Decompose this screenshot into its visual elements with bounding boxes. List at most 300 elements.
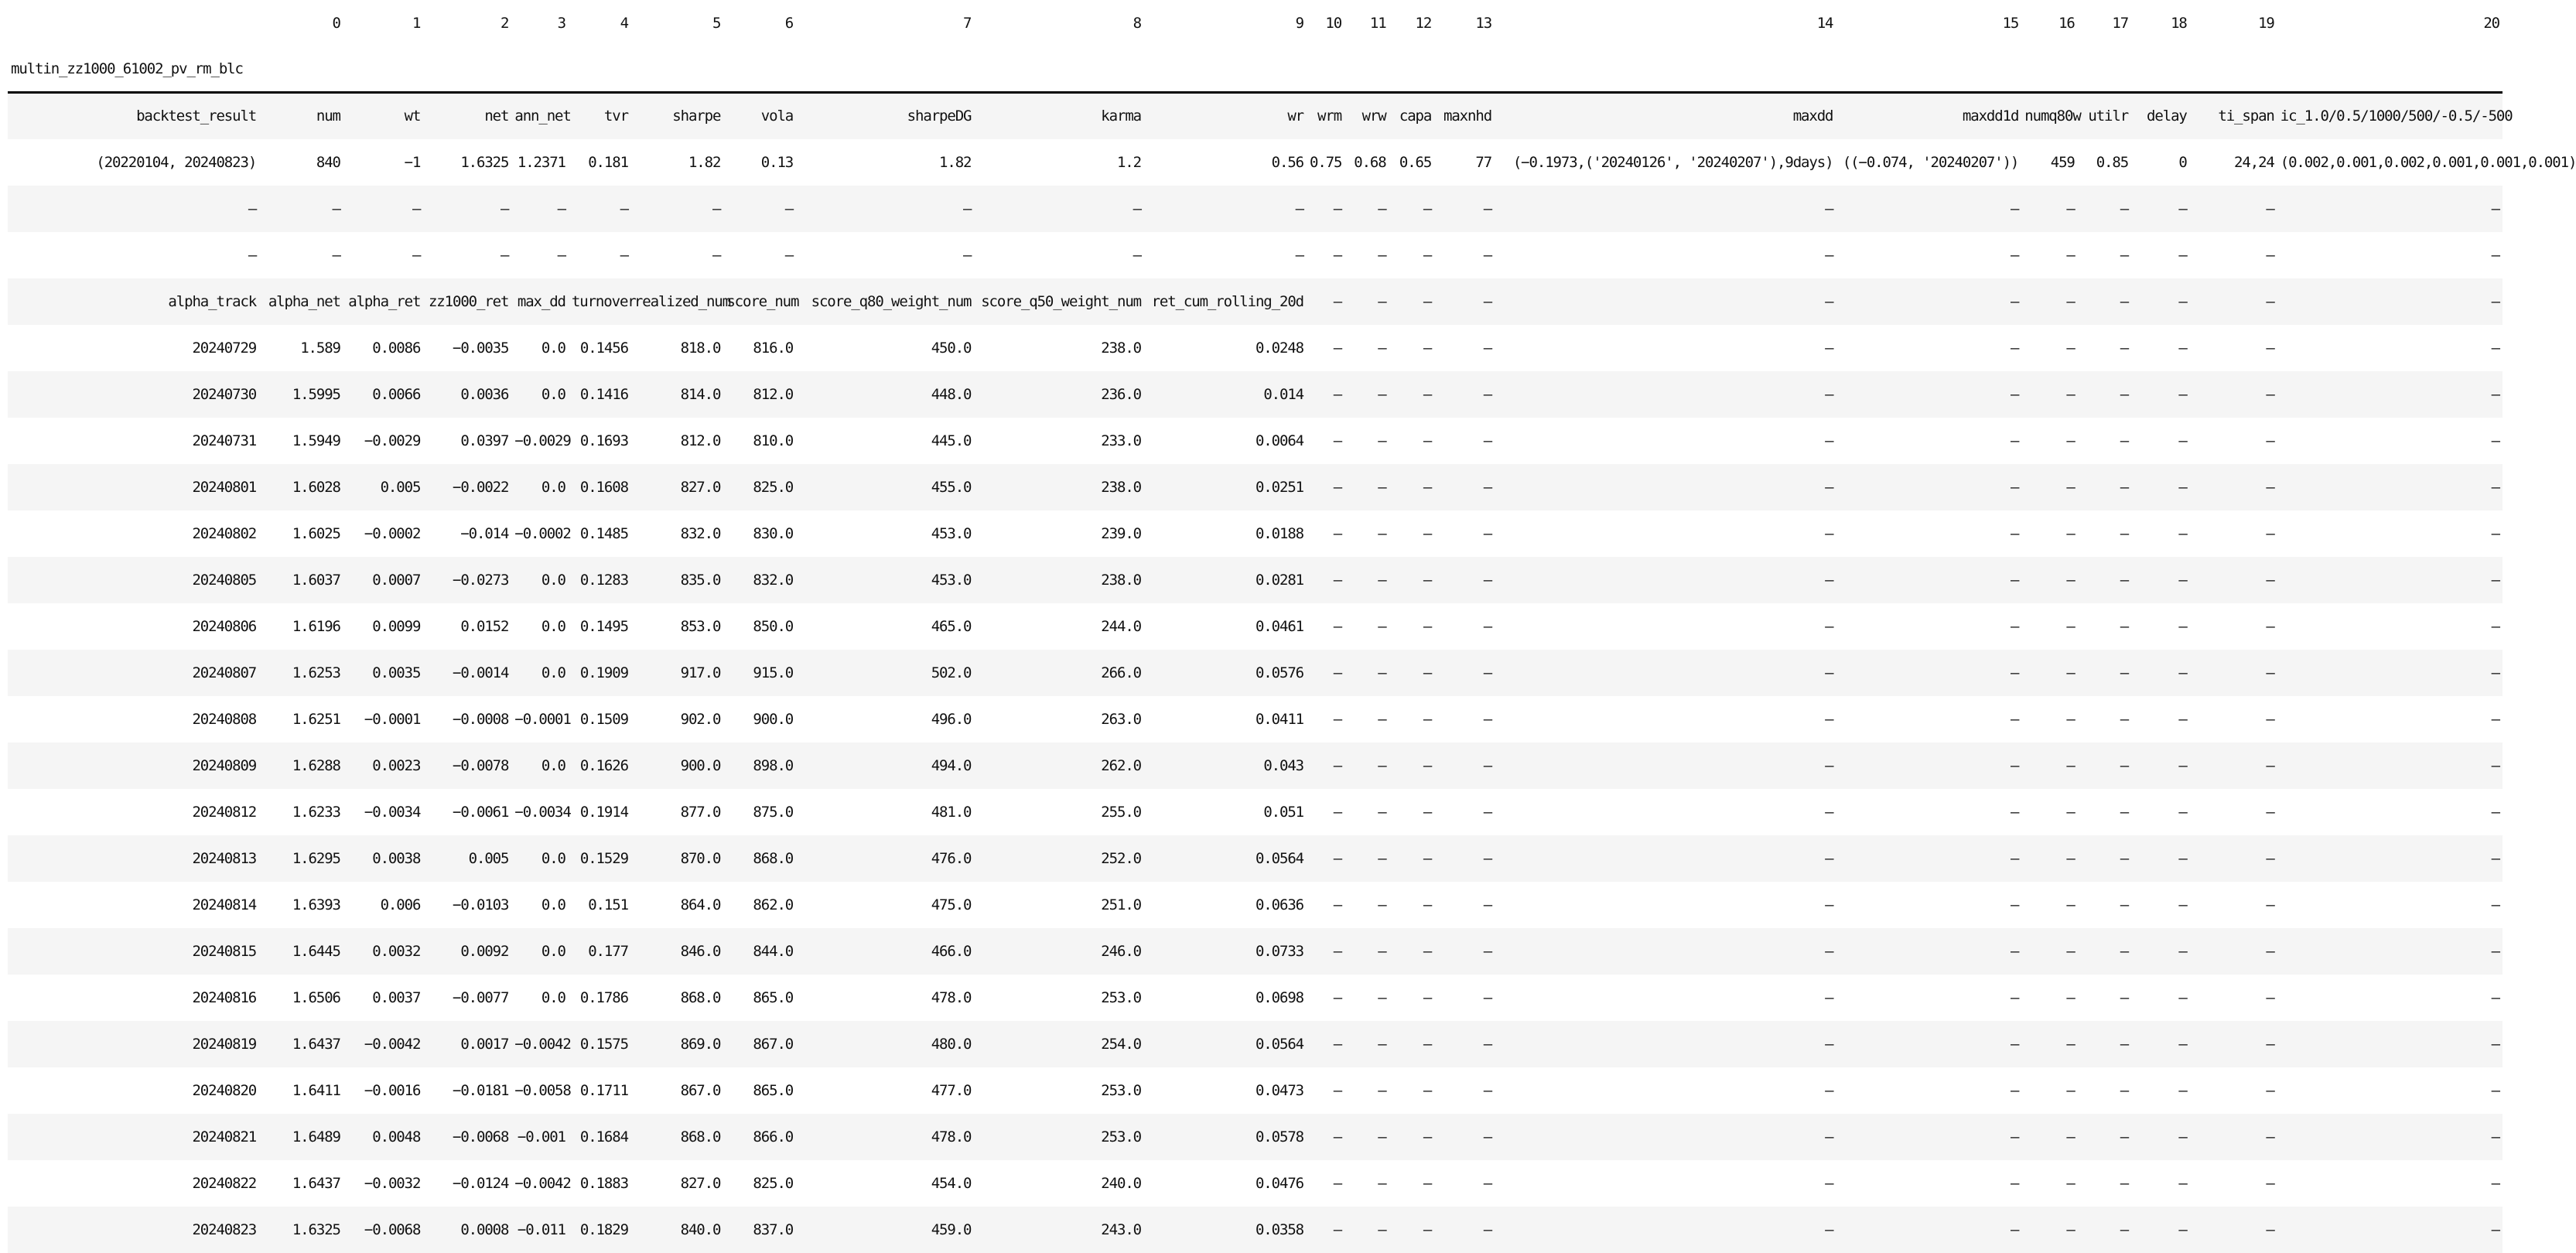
table-cell: — <box>1423 385 1432 403</box>
table-cell: — <box>1333 849 1342 867</box>
table-row <box>8 603 2503 650</box>
table-cell: — <box>1483 524 1492 542</box>
table-row <box>8 882 2503 928</box>
table-cell: — <box>1423 942 1432 960</box>
table-cell: — <box>1825 710 1833 728</box>
table-cell: — <box>1483 896 1492 913</box>
row-index-label: 20240822 <box>192 1174 257 1192</box>
table-cell: 1.5949 <box>292 432 340 449</box>
table-cell: — <box>1483 571 1492 589</box>
table-cell: maxdd <box>1792 108 1833 125</box>
table-cell: −0.0078 <box>452 756 509 774</box>
column-header: 17 <box>2112 15 2129 32</box>
row-index-label: — <box>248 246 257 264</box>
table-cell: — <box>557 200 565 217</box>
table-cell: — <box>1333 571 1342 589</box>
table-cell: ret_cum_rolling_20d <box>1151 292 1304 310</box>
table-cell: 840.0 <box>680 1221 721 1238</box>
table-cell: 812.0 <box>680 432 721 449</box>
table-cell: — <box>2178 896 2187 913</box>
table-cell: −0.014 <box>460 524 509 542</box>
table-cell: — <box>1423 988 1432 1006</box>
table-cell: 1.6233 <box>292 803 340 821</box>
table-row <box>8 1207 2503 1253</box>
table-cell: — <box>1333 710 1342 728</box>
table-cell: 810.0 <box>753 432 794 449</box>
table-cell: wt <box>404 108 421 125</box>
table-cell: — <box>2120 524 2129 542</box>
table-cell: — <box>2178 524 2187 542</box>
table-row <box>8 510 2503 557</box>
table-cell: −0.0035 <box>452 339 509 357</box>
table-cell: — <box>2066 803 2075 821</box>
table-row <box>8 139 2503 186</box>
table-cell: — <box>1333 942 1342 960</box>
table-cell: 0.1456 <box>579 339 628 357</box>
table-cell: — <box>1333 524 1342 542</box>
table-cell: — <box>1423 1174 1432 1192</box>
table-cell: −0.0016 <box>364 1081 421 1099</box>
table-cell: 1.2371 <box>517 153 565 171</box>
table-cell: 900.0 <box>753 710 794 728</box>
table-cell: 263.0 <box>1101 710 1141 728</box>
table-cell: — <box>2178 988 2187 1006</box>
table-cell: — <box>1825 1081 1833 1099</box>
row-index-label: 20240823 <box>192 1221 257 1238</box>
table-cell: 0.1575 <box>579 1035 628 1053</box>
table-cell: — <box>2120 292 2129 310</box>
table-cell: — <box>2066 1128 2075 1145</box>
table-cell: — <box>1825 1221 1833 1238</box>
table-cell: — <box>1825 849 1833 867</box>
table-cell: 233.0 <box>1101 432 1141 449</box>
table-cell: — <box>1423 896 1432 913</box>
table-cell: — <box>2066 200 2075 217</box>
table-cell: — <box>1378 432 1386 449</box>
table-cell: — <box>2120 385 2129 403</box>
table-cell: — <box>1825 1035 1833 1053</box>
table-cell: — <box>2491 200 2499 217</box>
table-cell: — <box>2178 432 2187 449</box>
table-cell: 868.0 <box>753 849 794 867</box>
table-cell: 0.0576 <box>1255 664 1304 681</box>
table-cell: — <box>2178 1035 2187 1053</box>
table-cell: 0 <box>2178 153 2187 171</box>
table-cell: 0.0 <box>541 988 565 1006</box>
table-cell: — <box>2120 1035 2129 1053</box>
table-cell: 0.0473 <box>1255 1081 1304 1099</box>
table-cell: — <box>2010 1128 2019 1145</box>
table-cell: 266.0 <box>1101 664 1141 681</box>
table-cell: — <box>1423 432 1432 449</box>
table-cell: −0.0042 <box>514 1035 571 1053</box>
table-cell: — <box>2178 664 2187 681</box>
column-header: 18 <box>2171 15 2187 32</box>
table-row <box>8 93 2503 139</box>
row-index-label: 20240812 <box>192 803 257 821</box>
table-cell: 0.0023 <box>372 756 421 774</box>
column-header: 3 <box>557 15 565 32</box>
table-cell: 0.85 <box>2096 153 2129 171</box>
table-cell: 1.6393 <box>292 896 340 913</box>
table-cell: — <box>2066 756 2075 774</box>
table-cell: — <box>2178 1221 2187 1238</box>
table-cell: 0.0 <box>541 385 565 403</box>
table-cell: 0.75 <box>1310 153 1342 171</box>
row-index-label: 20240815 <box>192 942 257 960</box>
table-cell: 0.043 <box>1263 756 1304 774</box>
table-cell: — <box>2066 385 2075 403</box>
table-cell: 254.0 <box>1101 1035 1141 1053</box>
table-cell: 496.0 <box>931 710 972 728</box>
table-cell: — <box>1483 617 1492 635</box>
table-cell: — <box>1825 200 1833 217</box>
table-cell: — <box>620 246 628 264</box>
column-number-row <box>8 0 2503 46</box>
table-cell: — <box>1333 246 1342 264</box>
table-row <box>8 418 2503 464</box>
table-cell: 453.0 <box>931 571 972 589</box>
column-header: 16 <box>2058 15 2075 32</box>
table-cell: wr <box>1287 108 1304 125</box>
table-cell: 0.0 <box>541 664 565 681</box>
column-header: 5 <box>712 15 721 32</box>
table-cell: 238.0 <box>1101 339 1141 357</box>
table-cell: 0.1529 <box>579 849 628 867</box>
table-cell: 1.6437 <box>292 1035 340 1053</box>
table-cell: — <box>2178 1128 2187 1145</box>
table-cell: num <box>316 108 340 125</box>
table-cell: 0.0048 <box>372 1128 421 1145</box>
table-cell: — <box>1378 292 1386 310</box>
table-cell: — <box>501 246 509 264</box>
table-cell: — <box>2266 1128 2274 1145</box>
table-cell: — <box>1378 1081 1386 1099</box>
table-cell: 875.0 <box>753 803 794 821</box>
table-cell: — <box>1378 803 1386 821</box>
table-cell: — <box>2066 664 2075 681</box>
table-cell: 239.0 <box>1101 524 1141 542</box>
table-cell: 0.177 <box>588 942 628 960</box>
table-cell: — <box>1333 1221 1342 1238</box>
table-cell: — <box>784 200 794 217</box>
table-cell: — <box>1423 478 1432 496</box>
table-row <box>8 1160 2503 1207</box>
table-cell: 0.0092 <box>460 942 509 960</box>
table-cell: 448.0 <box>931 385 972 403</box>
table-cell: 1.6025 <box>292 524 340 542</box>
table-row <box>8 650 2503 696</box>
table-cell: −0.0077 <box>452 988 509 1006</box>
table-cell: 1.6325 <box>292 1221 340 1238</box>
table-cell: −0.0124 <box>452 1174 509 1192</box>
table-cell: 1.6506 <box>292 988 340 1006</box>
table-cell: — <box>1483 988 1492 1006</box>
table-cell: 77 <box>1475 153 1492 171</box>
table-cell: — <box>2066 478 2075 496</box>
table-cell: — <box>2491 988 2499 1006</box>
table-cell: — <box>1423 803 1432 821</box>
table-cell: 262.0 <box>1101 756 1141 774</box>
column-header: 10 <box>1325 15 1342 32</box>
table-cell: — <box>2491 339 2499 357</box>
table-cell: — <box>2066 710 2075 728</box>
table-cell: — <box>1378 849 1386 867</box>
table-cell: — <box>1378 524 1386 542</box>
table-cell: — <box>1378 1221 1386 1238</box>
table-cell: −0.0042 <box>364 1035 421 1053</box>
table-cell: — <box>1333 478 1342 496</box>
column-header: 11 <box>1369 15 1386 32</box>
table-cell: — <box>1825 571 1833 589</box>
column-header: 12 <box>1415 15 1432 32</box>
table-cell: — <box>1825 292 1833 310</box>
table-cell: — <box>2266 1174 2274 1192</box>
table-cell: — <box>1483 1221 1492 1238</box>
table-cell: 1.6437 <box>292 1174 340 1192</box>
table-cell: — <box>1378 1128 1386 1145</box>
table-cell: — <box>2266 432 2274 449</box>
table-cell: — <box>1483 849 1492 867</box>
table-cell: — <box>2491 1081 2499 1099</box>
table-cell: — <box>2066 432 2075 449</box>
table-cell: — <box>2266 478 2274 496</box>
table-cell: — <box>2178 339 2187 357</box>
table-cell: 0.181 <box>588 153 628 171</box>
table-cell: — <box>2266 571 2274 589</box>
column-header: 9 <box>1295 15 1304 32</box>
table-cell: — <box>2120 896 2129 913</box>
table-cell: — <box>2491 246 2499 264</box>
table-cell: — <box>2491 710 2499 728</box>
table-cell: 0.0008 <box>460 1221 509 1238</box>
table-cell: 0.1829 <box>579 1221 628 1238</box>
table-row <box>8 975 2503 1021</box>
table-cell: −0.0032 <box>364 1174 421 1192</box>
table-cell: — <box>2178 756 2187 774</box>
table-cell: — <box>2066 1221 2075 1238</box>
table-cell: — <box>1423 1221 1432 1238</box>
table-cell: — <box>2120 849 2129 867</box>
table-cell: — <box>2491 664 2499 681</box>
table-cell: — <box>1333 200 1342 217</box>
table-cell: capa <box>1399 108 1432 125</box>
table-cell: — <box>1825 942 1833 960</box>
table-cell: 0.0066 <box>372 385 421 403</box>
table-cell: 238.0 <box>1101 571 1141 589</box>
table-cell: — <box>1825 988 1833 1006</box>
table-cell: 0.0248 <box>1255 339 1304 357</box>
header-corner <box>8 0 259 46</box>
row-index-label: 20240730 <box>192 385 257 403</box>
table-cell: utilr <box>2088 108 2129 125</box>
table-cell: — <box>1483 1128 1492 1145</box>
index-name-row <box>8 46 2503 93</box>
column-header: 20 <box>2483 15 2499 32</box>
table-cell: — <box>2120 803 2129 821</box>
column-header: 14 <box>1816 15 1833 32</box>
table-cell: score_q80_weight_num <box>811 292 972 310</box>
row-index-label: 20240729 <box>192 339 257 357</box>
row-index-label: 20240801 <box>192 478 257 496</box>
table-cell: — <box>1378 339 1386 357</box>
table-cell: 915.0 <box>753 664 794 681</box>
table-cell: 0.1626 <box>579 756 628 774</box>
table-cell: 1.2 <box>1116 153 1141 171</box>
row-index-label: 20240820 <box>192 1081 257 1099</box>
table-cell: — <box>1333 339 1342 357</box>
table-cell: ann_net <box>514 108 571 125</box>
table-cell: zz1000_ret <box>428 292 509 310</box>
table-cell: 0.13 <box>760 153 794 171</box>
table-cell: — <box>2120 1081 2129 1099</box>
table-cell: — <box>2010 385 2019 403</box>
table-cell: 827.0 <box>680 1174 721 1192</box>
table-cell: — <box>2010 200 2019 217</box>
table-row <box>8 325 2503 371</box>
table-cell: — <box>1378 200 1386 217</box>
table-header <box>8 0 2503 93</box>
table-cell: 850.0 <box>753 617 794 635</box>
table-cell: 0.1485 <box>579 524 628 542</box>
table-cell: maxnhd <box>1443 108 1492 125</box>
table-cell: — <box>2010 524 2019 542</box>
table-cell: −0.0103 <box>452 896 509 913</box>
table-cell: — <box>2066 1035 2075 1053</box>
table-row <box>8 278 2503 325</box>
table-cell: 0.0 <box>541 339 565 357</box>
table-cell: — <box>332 246 340 264</box>
table-cell: wrm <box>1317 108 1342 125</box>
table-cell: tvr <box>603 108 628 125</box>
table-cell: 454.0 <box>931 1174 972 1192</box>
table-cell: 0.0007 <box>372 571 421 589</box>
table-cell: 0.1711 <box>579 1081 628 1099</box>
table-cell: — <box>2178 942 2187 960</box>
table-cell: 0.1608 <box>579 478 628 496</box>
table-cell: — <box>1423 339 1432 357</box>
table-cell: 445.0 <box>931 432 972 449</box>
table-cell: 465.0 <box>931 617 972 635</box>
table-cell: 0.0188 <box>1255 524 1304 542</box>
table-cell: 459 <box>2050 153 2075 171</box>
table-cell: — <box>332 200 340 217</box>
table-cell: — <box>2266 1221 2274 1238</box>
table-cell: 466.0 <box>931 942 972 960</box>
table-cell: 244.0 <box>1101 617 1141 635</box>
table-cell: 1.589 <box>300 339 340 357</box>
table-cell: — <box>1825 617 1833 635</box>
table-cell: — <box>2266 339 2274 357</box>
table-cell: 0.1786 <box>579 988 628 1006</box>
table-cell: 0.1693 <box>579 432 628 449</box>
table-cell: 255.0 <box>1101 803 1141 821</box>
table-cell: — <box>1483 1081 1492 1099</box>
table-cell: 494.0 <box>931 756 972 774</box>
table-cell: 832.0 <box>753 571 794 589</box>
table-cell: — <box>1825 246 1833 264</box>
table-cell: 1.82 <box>939 153 972 171</box>
table-cell: −0.0008 <box>452 710 509 728</box>
table-cell: — <box>1378 246 1386 264</box>
table-cell: 1.6037 <box>292 571 340 589</box>
table-cell: alpha_net <box>268 292 340 310</box>
table-cell: 1.6028 <box>292 478 340 496</box>
table-cell: 1.6253 <box>292 664 340 681</box>
table-cell: — <box>2178 246 2187 264</box>
table-cell: −0.0029 <box>514 432 571 449</box>
table-cell: 0.1883 <box>579 1174 628 1192</box>
table-cell: 900.0 <box>680 756 721 774</box>
table-cell: — <box>2178 803 2187 821</box>
table-cell: −0.0042 <box>514 1174 571 1192</box>
table-cell: — <box>2010 571 2019 589</box>
table-cell: — <box>2010 942 2019 960</box>
table-cell: 0.1416 <box>579 385 628 403</box>
row-index-label: 20240814 <box>192 896 257 913</box>
table-cell: — <box>2066 524 2075 542</box>
table-cell: 840 <box>316 153 340 171</box>
table-cell: — <box>620 200 628 217</box>
table-cell: −0.0061 <box>452 803 509 821</box>
table-cell: 0.68 <box>1354 153 1386 171</box>
row-index-label: backtest_result <box>136 108 257 125</box>
table-row <box>8 1021 2503 1067</box>
row-index-label: 20240819 <box>192 1035 257 1053</box>
table-cell: −0.0068 <box>364 1221 421 1238</box>
row-index-label: 20240821 <box>192 1128 257 1145</box>
table-cell: — <box>1483 339 1492 357</box>
table-row <box>8 186 2503 232</box>
table-row <box>8 464 2503 510</box>
column-header: 4 <box>620 15 628 32</box>
table-cell: 459.0 <box>931 1221 972 1238</box>
table-cell: — <box>1423 200 1432 217</box>
table-cell: karma <box>1101 108 1141 125</box>
table-cell: 870.0 <box>680 849 721 867</box>
table-cell: 0.0281 <box>1255 571 1304 589</box>
table-cell: ((−0.074, '20240207')) <box>1842 153 2019 171</box>
table-cell: — <box>1333 617 1342 635</box>
table-cell: — <box>1483 942 1492 960</box>
table-cell: — <box>2178 617 2187 635</box>
table-cell: — <box>2266 292 2274 310</box>
table-cell: — <box>2491 524 2499 542</box>
table-cell: — <box>1423 617 1432 635</box>
table-cell: 0.0 <box>541 756 565 774</box>
table-cell: 246.0 <box>1101 942 1141 960</box>
table-row <box>8 557 2503 603</box>
table-cell: 868.0 <box>680 988 721 1006</box>
table-cell: — <box>1423 756 1432 774</box>
table-cell: — <box>1483 432 1492 449</box>
table-cell: −0.0001 <box>514 710 571 728</box>
table-cell: — <box>2010 1081 2019 1099</box>
table-cell: −0.0002 <box>514 524 571 542</box>
table-cell: — <box>2178 200 2187 217</box>
table-cell: 243.0 <box>1101 1221 1141 1238</box>
table-cell: — <box>2491 617 2499 635</box>
table-cell: 0.65 <box>1399 153 1432 171</box>
table-cell: 0.005 <box>468 849 509 867</box>
table-cell: — <box>2010 432 2019 449</box>
table-cell: — <box>1423 1035 1432 1053</box>
table-cell: −0.001 <box>517 1128 565 1145</box>
table-cell: — <box>1423 246 1432 264</box>
table-cell: — <box>2491 385 2499 403</box>
table-cell: 450.0 <box>931 339 972 357</box>
table-cell: 877.0 <box>680 803 721 821</box>
